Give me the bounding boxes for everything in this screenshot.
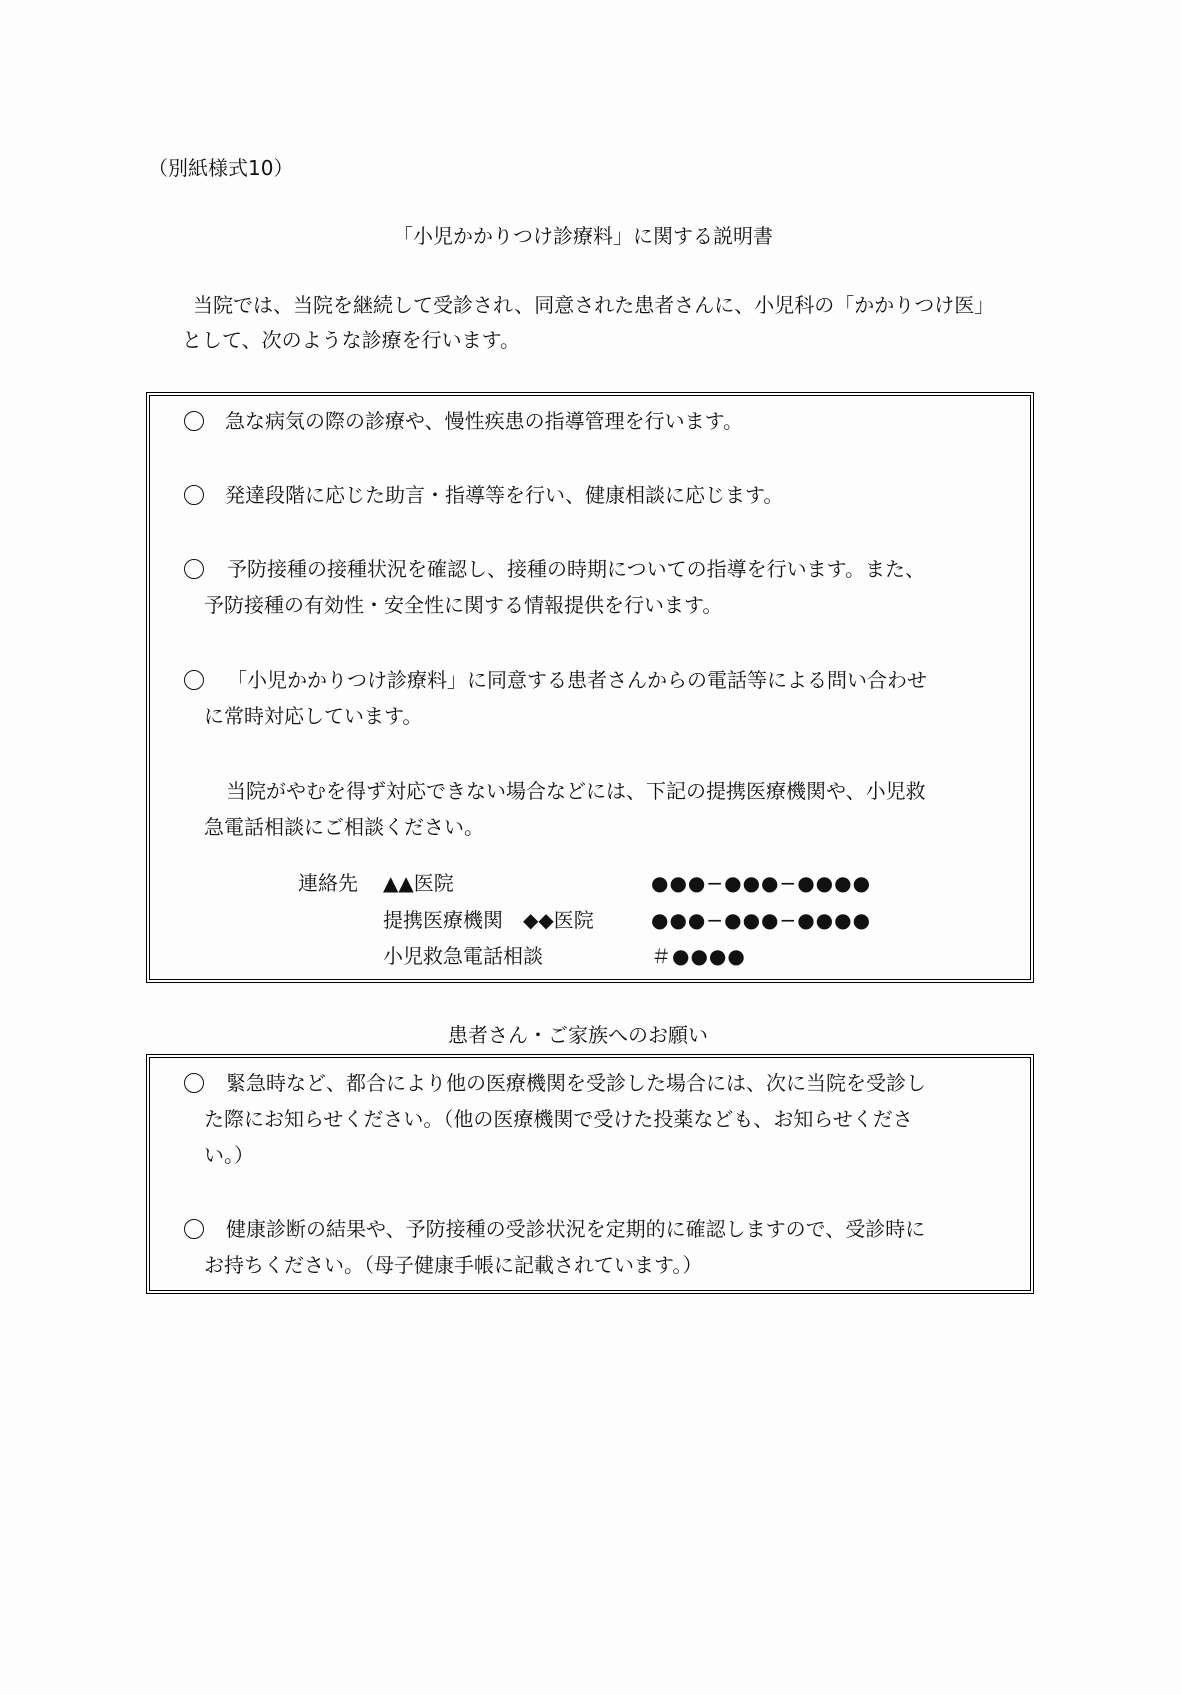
- intro-line-2: として、次のような診療を行います。: [182, 328, 520, 352]
- contact-header-label: 連絡先: [298, 871, 358, 895]
- circle-bullet-icon: [184, 483, 204, 507]
- service-text: に常時対応しています。: [204, 704, 423, 728]
- request-text: お持ちください。（母子健康手帳に記載されています。）: [204, 1253, 703, 1277]
- pediatric-hotline-name: 小児救急電話相談: [383, 944, 543, 968]
- pediatric-hotline-number: ＃●●●●: [651, 944, 746, 968]
- contact-clinic-phone: ●●●−●●●−●●●●: [651, 871, 872, 895]
- request-text: た際にお知らせください。（他の医療機関で受けた投薬なども、お知らせくださ: [204, 1107, 913, 1131]
- circle-bullet-icon: [184, 409, 204, 433]
- service-text: 発達段階に応じた助言・指導等を行い、健康相談に応じます。: [225, 483, 784, 507]
- request-text: い。）: [204, 1143, 254, 1167]
- partner-clinic-phone: ●●●−●●●−●●●●: [651, 908, 872, 932]
- circle-bullet-icon: [184, 1217, 204, 1241]
- form-label: （別紙様式10）: [148, 156, 294, 180]
- note-line-1: 当院がやむを得ず対応できない場合などには、下記の提携医療機関や、小児救: [226, 779, 926, 803]
- service-text: 予防接種の有効性・安全性に関する情報提供を行います。: [204, 593, 723, 617]
- service-text: 「小児かかりつけ診療料」に同意する患者さんからの電話等による問い合わせ: [227, 668, 927, 692]
- contact-clinic-name: ▲▲医院: [383, 871, 454, 895]
- requests-heading: 患者さん・ご家族へのお願い: [448, 1023, 708, 1047]
- intro-line-1: 当院では、当院を継続して受診され、同意された患者さんに、小児科の「かかりつけ医」: [193, 293, 995, 317]
- document-title: 「小児かかりつけ診療料」に関する説明書: [393, 224, 773, 248]
- request-text: 健康診断の結果や、予防接種の受診状況を定期的に確認しますので、受診時に: [226, 1217, 926, 1241]
- partner-clinic-name: 提携医療機関 ◆◆医院: [383, 908, 594, 932]
- service-text: 急な病気の際の診療や、慢性疾患の指導管理を行います。: [225, 409, 743, 433]
- note-line-2: 急電話相談にご相談ください。: [204, 815, 484, 839]
- request-text: 緊急時など、都合により他の医療機関を受診した場合には、次に当院を受診し: [226, 1071, 926, 1095]
- circle-bullet-icon: [184, 1071, 204, 1095]
- circle-bullet-icon: [184, 668, 204, 692]
- service-text: 予防接種の接種状況を確認し、接種の時期についての指導を行います。また、: [227, 557, 925, 581]
- circle-bullet-icon: [184, 557, 204, 581]
